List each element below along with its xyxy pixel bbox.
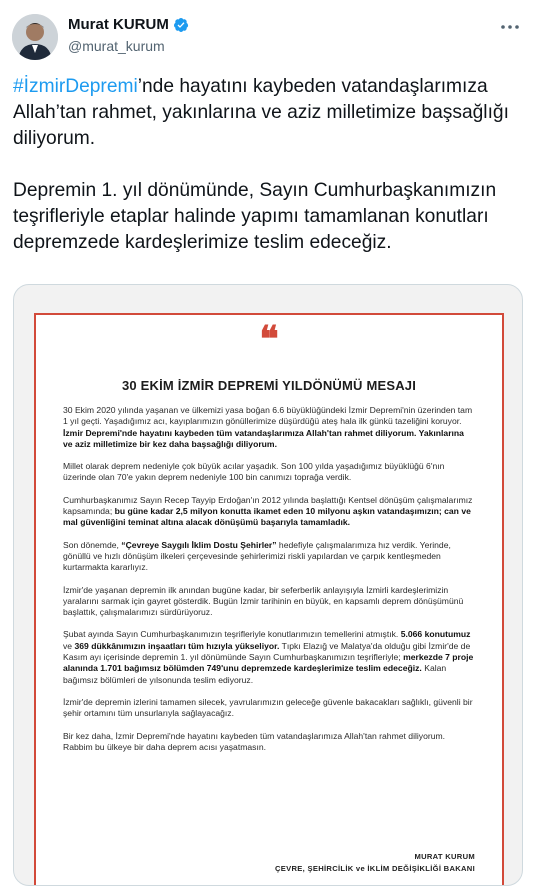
doc-paragraph: 30 Ekim 2020 yılında yaşanan ve ülkemizi yasa boğan 6.6 büyüklüğündeki İzmir Depremi'nin üzerinden tam 1 yıl geçti. Yaşadığımız acı, kayıplarımızın gönüllerimize düşürdüğü ateş hala ilk günkü tazeliğini koruyor. İzmir Depremi'nde hayatını kaybeden tüm vatandaşlarımıza Allah'tan rahmet diliyorum. Yakınlarına ve aziz milletimize bir kez daha başsağlığı diliyorum.	[63, 405, 473, 449]
doc-paragraph: İzmir'de yaşanan depremin ilk anından bugüne kadar, bir seferberlik anlayışıyla İzmirli kardeşlerimizin yaralarını sarmak için gayret gösterdik. Bugün İzmir tarihinin en büyük, en kapsamlı deprem dönüşümünü başlattık, çalışmalarımızı sürdürüyoruz.	[63, 584, 464, 618]
doc-paragraph: Cumhurbaşkanımız Sayın Recep Tayyip Erdoğan'ın 2012 yılında başlattığı Kentsel dönüşüm çalışmalarımız kapsamında; bu güne kadar 2,5 milyon konutta ikamet eden 10 milyonu aşkın vatandaşımızın; can ve mal güvenliğini teminat altına alacak dönüşümü başarıyla tamamladık.	[63, 494, 473, 528]
signature-name: MURAT KURUM	[414, 852, 475, 861]
tweet-line1-text: ’nde hayatını kaybeden vatandaşlarımıza Allah’tan rahmet, yakınlarına ve aziz milletimize başsağlığı diliyorum.	[13, 76, 509, 149]
more-options-icon[interactable]	[497, 14, 523, 40]
avatar-photo	[12, 14, 58, 60]
tweet-text	[13, 74, 525, 256]
signature-title: ÇEVRE, ŞEHİRCİLİK ve İKLİM DEĞİŞİKLİĞİ BAKANI	[275, 864, 475, 873]
tweet-header	[0, 0, 537, 68]
tweet-paragraph-2: Depremin 1. yıl dönümünde, Sayın Cumhurbaşkanımızın teşrifleriyle etaplar halinde yapımı tamamlanan konutları depremzede kardeşlerimize teslim edeceğiz.	[13, 180, 497, 253]
user-handle[interactable]: @murat_kurum	[68, 38, 165, 54]
attached-image[interactable]	[13, 284, 523, 886]
tweet-paragraph-1	[13, 74, 525, 152]
doc-paragraph: Millet olarak deprem nedeniyle çok büyük acılar yaşadık. Son 100 yılda yaşadığımız büyüklüğü 6'nın üzerinde olan 70'e yakın deprem nedeniyle 100 bin canımızı toprağa verdik.	[63, 461, 445, 483]
document-body	[63, 405, 475, 764]
signature-block	[275, 851, 475, 875]
document-frame	[34, 313, 504, 886]
more-dots	[501, 25, 519, 29]
hashtag-link[interactable]: #İzmirDepremi	[13, 76, 138, 97]
doc-paragraph: Bir kez daha, İzmir Depremi'nde hayatını kaybeden tüm vatandaşlarımıza Allah'tan rahmet diliyorum. Rabbim bu ülkeye bir daha deprem acısı yaşatmasın.	[63, 730, 446, 752]
name-row	[68, 16, 189, 33]
display-name[interactable]: Murat KURUM	[68, 16, 169, 33]
quote-mark-icon: ❝	[259, 318, 279, 360]
avatar[interactable]	[12, 14, 58, 60]
doc-paragraph: Şubat ayında Sayın Cumhurbaşkanımızın teşrifleriyle konutlarımızın temellerini atmıştık. 5.066 konutumuz ve 369 dükkânımızın inşaatları tüm hızıyla yükseliyor. Tıpkı Elazığ ve Malatya'da olduğu gibi İzmir'de de Kasım ayı içerisinde depremin 1. yıl dönümünde Sayın Cumhurbaşkanımızın teşrifleriyle; merkezde 7 proje alanında 1.701 bağımsız bölümden 749'unu depremzede kardeşlerimize teslim edeceğiz. Kalan bağımsız bölümleri de yılsonunda teslim ediyoruz.	[63, 629, 474, 685]
verified-badge-icon	[173, 17, 189, 33]
document-title: 30 EKİM İZMİR DEPREMİ YILDÖNÜMÜ MESAJI	[121, 378, 417, 393]
doc-paragraph: Son dönemde, “Çevreye Saygılı İklim Dostu Şehirler” hedefiyle çalışmalarımıza hız verdik. Yerinde, gönüllü ve hızlı dönüşüm ilkeleri çerçevesinde şehirlerimizi riskli yapılardan ve çarpık kentleşmeden kurtarmakta kararlıyız.	[63, 539, 451, 573]
doc-paragraph: İzmir'de depremin izlerini tamamen silecek, yavrularımızın geleceğe güvenle bakacakları sağlıklı, güvenli bir şehir ortamını tüm unsurlarıyla sağlayacağız.	[63, 696, 473, 719]
